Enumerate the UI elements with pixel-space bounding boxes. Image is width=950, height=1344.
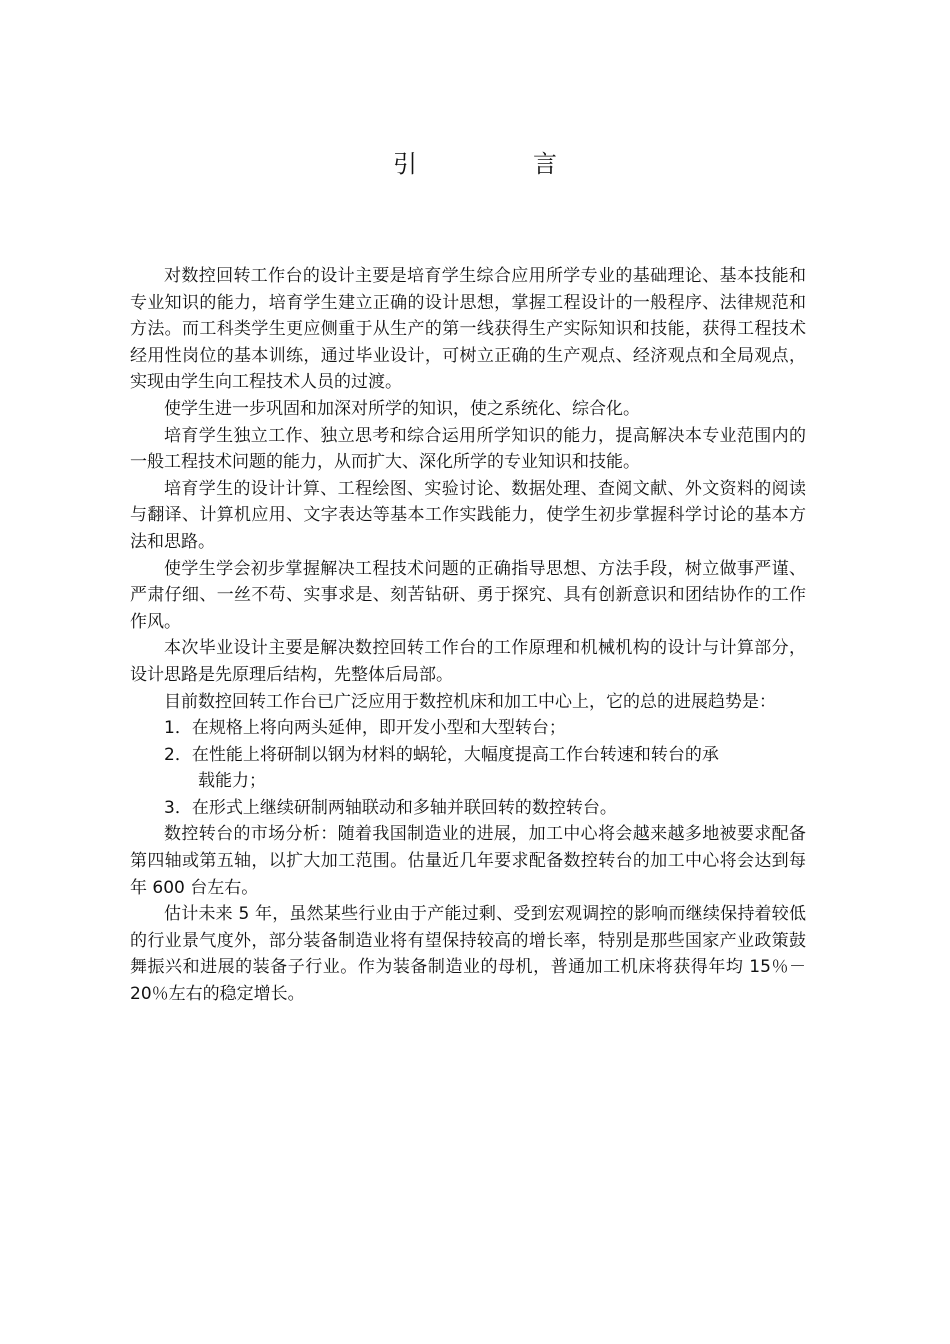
list-item-continuation: 载能力； bbox=[198, 771, 266, 792]
list-item bbox=[130, 715, 806, 742]
list-item bbox=[130, 742, 806, 795]
paragraph: 培育学生独立工作、独立思考和综合运用所学知识的能力，提高解决本专业范围内的一般工程技术问题的能力，从而扩大、深化所学的专业知识和技能。 bbox=[130, 425, 806, 473]
list-item-text: 2．在性能上将研制以钢为材料的蜗轮，大幅度提高工作台转速和转台的承 bbox=[164, 744, 719, 765]
paragraph: 对数控回转工作台的设计主要是培育学生综合应用所学专业的基础理论、基本技能和专业知识的能力，培育学生建立正确的设计思想，掌握工程设计的一般程序、法律规范和方法。而工科类学生更应侧重于从生产的第一线获得生产实际知识和技能，获得工程技术经用性岗位的基本训练，通过毕业设计，可树立正确的生产观点、经济观点和全局观点，实现由学生向工程技术人员的过渡。 bbox=[130, 266, 806, 393]
list-item bbox=[130, 795, 806, 822]
paragraph: 培育学生的设计计算、工程绘图、实验讨论、数据处理、查阅文献、外文资料的阅读与翻译、计算机应用、文字表达等基本工作实践能力，使学生初步掌握科学讨论的基本方法和思路。 bbox=[130, 478, 806, 552]
paragraph: 估计未来 5 年，虽然某些行业由于产能过剩、受到宏观调控的影响而继续保持着较低的行业景气度外，部分装备制造业将有望保持较高的增长率，特别是那些国家产业政策鼓舞振兴和进展的装备子行业。作为装备制造业的母机，普通加工机床将获得年均 15％－20％左右的稳定增长。 bbox=[130, 904, 806, 1005]
body-text bbox=[130, 263, 806, 1008]
list-item-text: 3．在形式上继续研制两轴联动和多轴并联回转的数控转台。 bbox=[164, 797, 617, 818]
paragraph: 目前数控回转工作台已广泛应用于数控机床和加工中心上，它的总的进展趋势是： bbox=[164, 691, 776, 712]
paragraph: 使学生进一步巩固和加深对所学的知识，使之系统化、综合化。 bbox=[164, 398, 640, 419]
paragraph: 本次毕业设计主要是解决数控回转工作台的工作原理和机械机构的设计与计算部分，设计思路是先原理后结构，先整体后局部。 bbox=[130, 638, 806, 685]
paragraph: 使学生学会初步掌握解决工程技术问题的正确指导思想、方法手段，树立做事严谨、严肃仔细、一丝不苟、实事求是、刻苦钻研、勇于探究、具有创新意识和团结协作的工作作风。 bbox=[130, 558, 806, 632]
list-item-text: 1．在规格上将向两头延伸，即开发小型和大型转台； bbox=[164, 718, 566, 739]
paragraph: 数控转台的市场分析：随着我国制造业的进展，加工中心将会越来越多地被要求配备第四轴或第五轴，以扩大加工范围。估量近几年要求配备数控转台的加工中心将会达到每年 600 台左右。 bbox=[130, 824, 806, 898]
page-title: 引 言 bbox=[393, 150, 603, 178]
